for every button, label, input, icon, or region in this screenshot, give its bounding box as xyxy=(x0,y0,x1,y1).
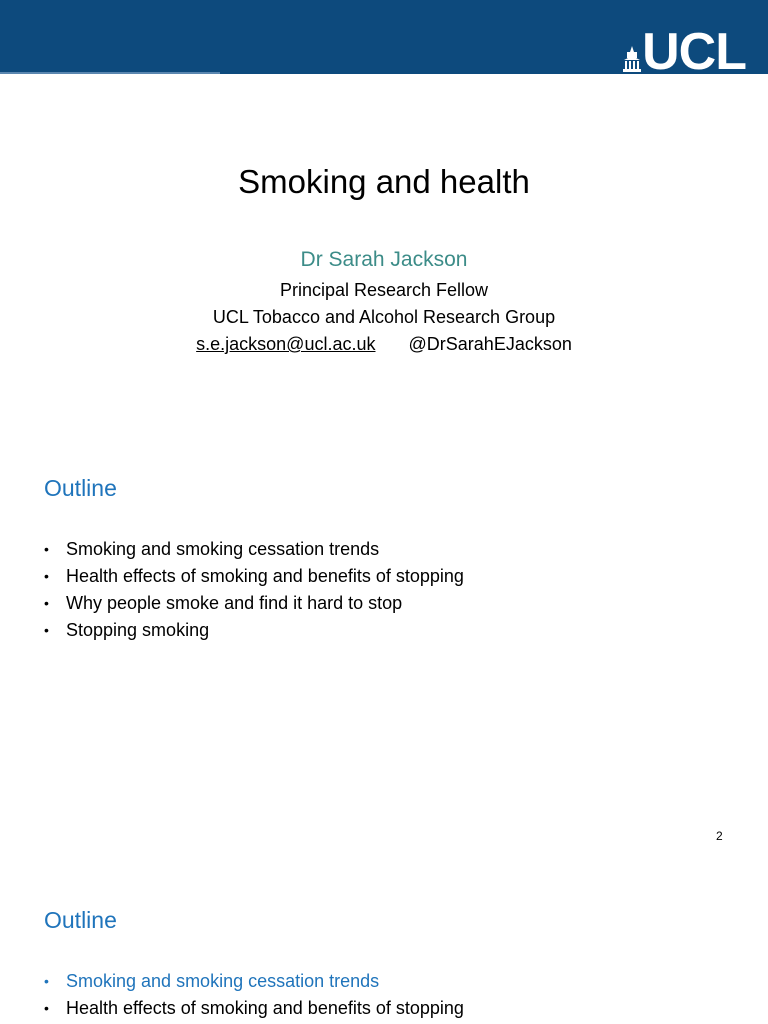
list-item: • Health effects of smoking and benefits of stopping xyxy=(44,563,464,590)
research-group: UCL Tobacco and Alcohol Research Group xyxy=(212,307,556,327)
list-item: • Health effects of smoking and benefits of stopping xyxy=(44,995,464,1022)
slide-title: Smoking and health xyxy=(238,163,530,200)
page-number: 2 xyxy=(716,829,723,843)
bullet-icon: • xyxy=(44,568,49,584)
outline-list-2 xyxy=(44,968,464,1022)
bullet-icon: • xyxy=(44,541,49,557)
bullet-icon: • xyxy=(44,973,49,989)
bullet-icon: • xyxy=(44,1000,49,1016)
outline-list xyxy=(44,536,464,644)
twitter-handle: @DrSarahEJackson xyxy=(408,334,572,354)
contact-line xyxy=(0,333,768,355)
presenter-role: Principal Research Fellow xyxy=(279,280,489,300)
email-link[interactable]: s.e.jackson@ucl.ac.uk xyxy=(196,334,376,354)
bullet-icon: • xyxy=(44,595,49,611)
list-item-highlighted: • Smoking and smoking cessation trends xyxy=(44,968,464,995)
list-item: • Stopping smoking xyxy=(44,617,464,644)
title-slide xyxy=(0,0,768,430)
bullet-icon: • xyxy=(44,622,49,638)
list-item: • Why people smoke and find it hard to stop xyxy=(44,590,464,617)
presenter-name: Dr Sarah Jackson xyxy=(300,248,468,271)
outline-heading: Outline xyxy=(44,475,117,501)
list-item: • Smoking and smoking cessation trends xyxy=(44,536,464,563)
outline-heading-2: Outline xyxy=(44,907,117,933)
ucl-logo-text: UCL xyxy=(642,30,746,74)
